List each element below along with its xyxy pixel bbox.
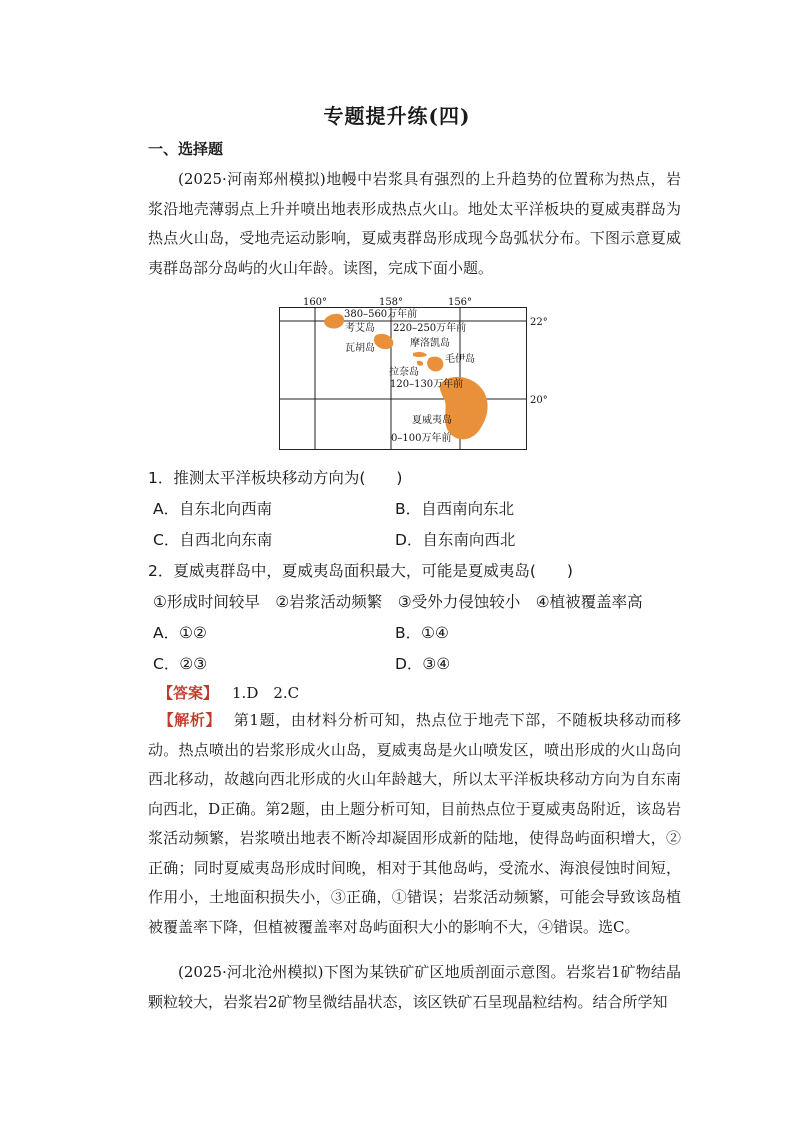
lat-22-label: 22° bbox=[530, 317, 548, 328]
q1-option-c[interactable]: C．自西北向东南 bbox=[153, 531, 273, 549]
hawaii-label: 夏威夷岛 bbox=[412, 415, 452, 426]
answer-value: 1.D 2.C bbox=[232, 684, 300, 702]
question-2-statements: ①形成时间较早 ②岩浆活动频繁 ③受外力侵蚀较小 ④植被覆盖率高 bbox=[153, 593, 643, 611]
q1-option-a[interactable]: A．自东北向西南 bbox=[153, 500, 273, 518]
lat-20-label: 20° bbox=[530, 395, 548, 406]
q2-option-d[interactable]: D．③④ bbox=[395, 655, 451, 673]
molokai-label: 摩洛凯岛 bbox=[410, 338, 450, 349]
lon-160-label: 160° bbox=[302, 297, 328, 308]
answer-line bbox=[158, 682, 299, 703]
intro-text: (2025·河南郑州模拟)地幔中岩浆具有强烈的上升趋势的位置称为热点，岩浆沿地壳薄弱点上升并喷出地表形成热点火山。地处太平洋板块的夏威夷群岛为热点火山岛，受地壳运动影响，夏威夷群岛形成现今岛弧状分布。下图示意夏威夷群岛部分岛屿的火山年龄。读图，完成下面小题。 bbox=[148, 170, 681, 277]
hawaii-age-label: 0–100万年前 bbox=[391, 433, 452, 444]
analysis-paragraph bbox=[148, 706, 681, 942]
kauai-island bbox=[324, 314, 344, 329]
maui-island bbox=[427, 357, 443, 372]
q1-option-d[interactable]: D．自东南向西北 bbox=[395, 531, 516, 549]
next-intro-paragraph bbox=[148, 958, 681, 1017]
oahu-age-label: 220–250万年前 bbox=[393, 323, 467, 334]
analysis-text: 第1题，由材料分析可知，热点位于地壳下部，不随板块移动而移动。热点喷出的岩浆形成火山岛，夏威夷岛是火山喷发区，喷出形成的火山岛向西北移动，故越向西北形成的火山年龄越大，所以太平洋板块移动方向为自东南向西北，D正确。第2题，由上题分析可知，目前热点位于夏威夷岛附近，该岛岩浆活动频繁，岩浆喷出地表不断冷却凝固形成新的陆地，使得岛屿面积增大，②正确；同时夏威夷岛形成时间晚，相对于其他岛屿，受流水、海浪侵蚀时间短，作用小，土地面积损失小，③正确，①错误；岩浆活动频繁，可能会导致该岛植被覆盖率下降，但植被覆盖率对岛屿面积大小的影响不大，④错误。选C。 bbox=[148, 711, 681, 936]
question-2-stem: 2．夏威夷群岛中，夏威夷岛面积最大，可能是夏威夷岛( ) bbox=[148, 562, 573, 580]
lanai-label: 拉奈岛 bbox=[389, 367, 419, 378]
q2-option-c[interactable]: C．②③ bbox=[153, 655, 208, 673]
q2-option-b[interactable]: B．①④ bbox=[395, 624, 449, 642]
kauai-label: 考艾岛 bbox=[345, 323, 375, 334]
q1-option-b[interactable]: B．自西南向东北 bbox=[395, 500, 515, 518]
intro-paragraph bbox=[148, 165, 681, 283]
hawaii-island-age-map bbox=[279, 295, 548, 451]
q2-option-a[interactable]: A．①② bbox=[153, 624, 207, 642]
maui-label: 毛伊岛 bbox=[445, 354, 475, 365]
section-heading: 一、选择题 bbox=[148, 140, 224, 158]
kauai-age-label: 380–560万年前 bbox=[344, 309, 418, 320]
lon-158-label: 158° bbox=[378, 297, 404, 308]
answer-tag: 【答案】 bbox=[158, 684, 219, 702]
lanai-age-label: 120–130万年前 bbox=[390, 379, 464, 390]
analysis-tag: 【解析】 bbox=[158, 711, 222, 729]
lanai-island bbox=[417, 361, 423, 366]
oahu-island bbox=[374, 334, 393, 349]
oahu-label: 瓦胡岛 bbox=[345, 343, 375, 354]
next-intro-text: (2025·河北沧州模拟)下图为某铁矿矿区地质剖面示意图。岩浆岩1矿物结晶颗粒较大，岩浆岩2矿物呈微结晶状态，该区铁矿石呈现晶粒结构。结合所学知 bbox=[148, 963, 681, 1011]
lon-156-label: 156° bbox=[447, 297, 473, 308]
question-1-stem: 1．推测太平洋板块移动方向为( ) bbox=[148, 469, 403, 487]
molokai-island bbox=[413, 352, 427, 357]
page-title: 专题提升练(四) bbox=[323, 104, 471, 128]
